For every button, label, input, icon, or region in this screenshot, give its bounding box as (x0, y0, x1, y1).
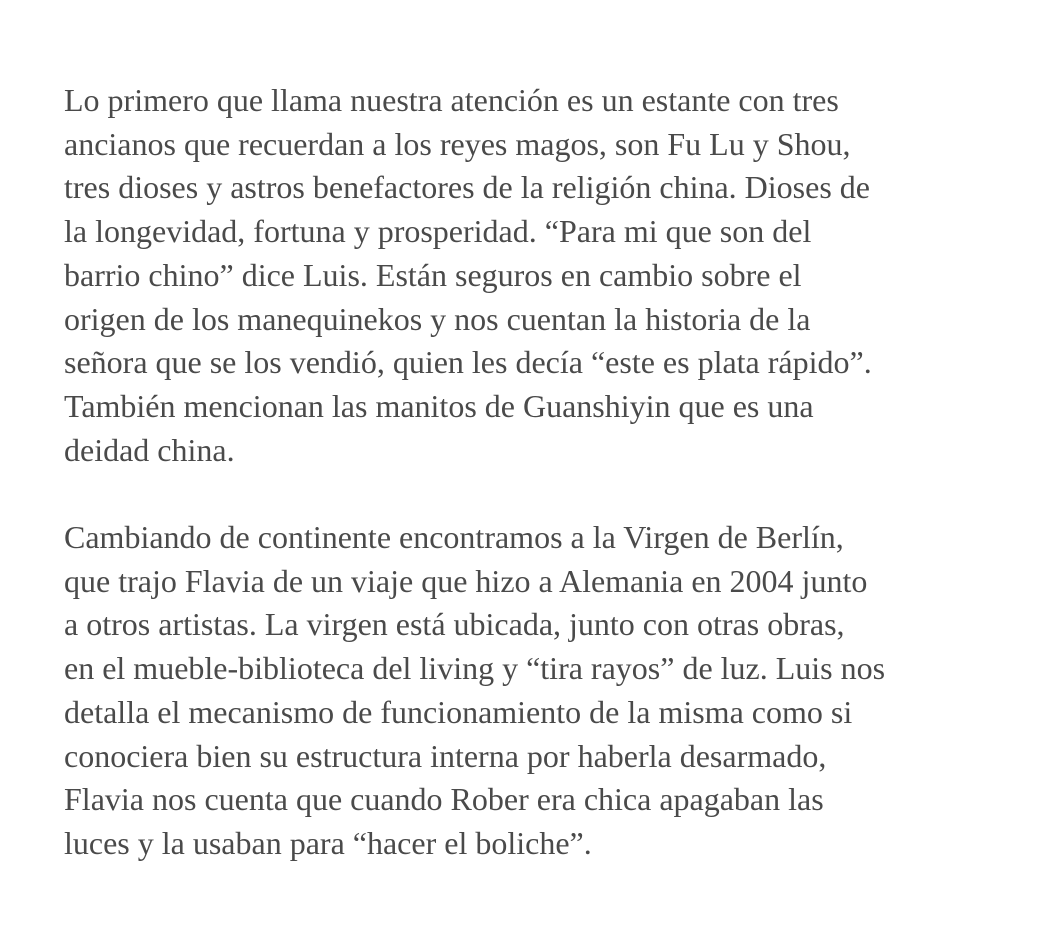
text-line: origen de los manequinekos y nos cuentan la historia de la (64, 300, 811, 337)
text-line: luces y la usaban para “hacer el boliche”. (64, 824, 592, 861)
text-line: que trajo Flavia de un viaje que hizo a Alemania en 2004 junto (64, 562, 868, 599)
text-line: deidad china. (64, 431, 235, 468)
text-line: señora que se los vendió, quien les decía “este es plata rápido”. (64, 344, 872, 381)
paragraph-virgin-berlin (64, 516, 1007, 866)
text-line: la longevidad, fortuna y prosperidad. “Para mi que son del (64, 213, 812, 250)
text-line: en el mueble-biblioteca del living y “tira rayos” de luz. Luis nos (64, 650, 886, 687)
text-line: conociera bien su estructura interna por haberla desarmado, (64, 737, 827, 774)
text-line: a otros artistas. La virgen está ubicada, junto con otras obras, (64, 606, 845, 643)
text-line: detalla el mecanismo de funcionamiento de la misma como si (64, 693, 853, 730)
text-line: Lo primero que llama nuestra atención es un estante con tres (64, 82, 839, 118)
text-line: Flavia nos cuenta que cuando Rober era chica apagaban las (64, 781, 824, 818)
text-line: barrio chino” dice Luis. Están seguros en cambio sobre el (64, 256, 802, 293)
text-line: ancianos que recuerdan a los reyes magos, son Fu Lu y Shou, (64, 125, 851, 162)
text-line: Cambiando de continente encontramos a la Virgen de Berlín, (64, 519, 844, 556)
paragraph-shelf-elders (64, 79, 1007, 472)
text-line: También mencionan las manitos de Guanshiyin que es una (64, 387, 814, 424)
text-line: tres dioses y astros benefactores de la religión china. Dioses de (64, 169, 870, 206)
